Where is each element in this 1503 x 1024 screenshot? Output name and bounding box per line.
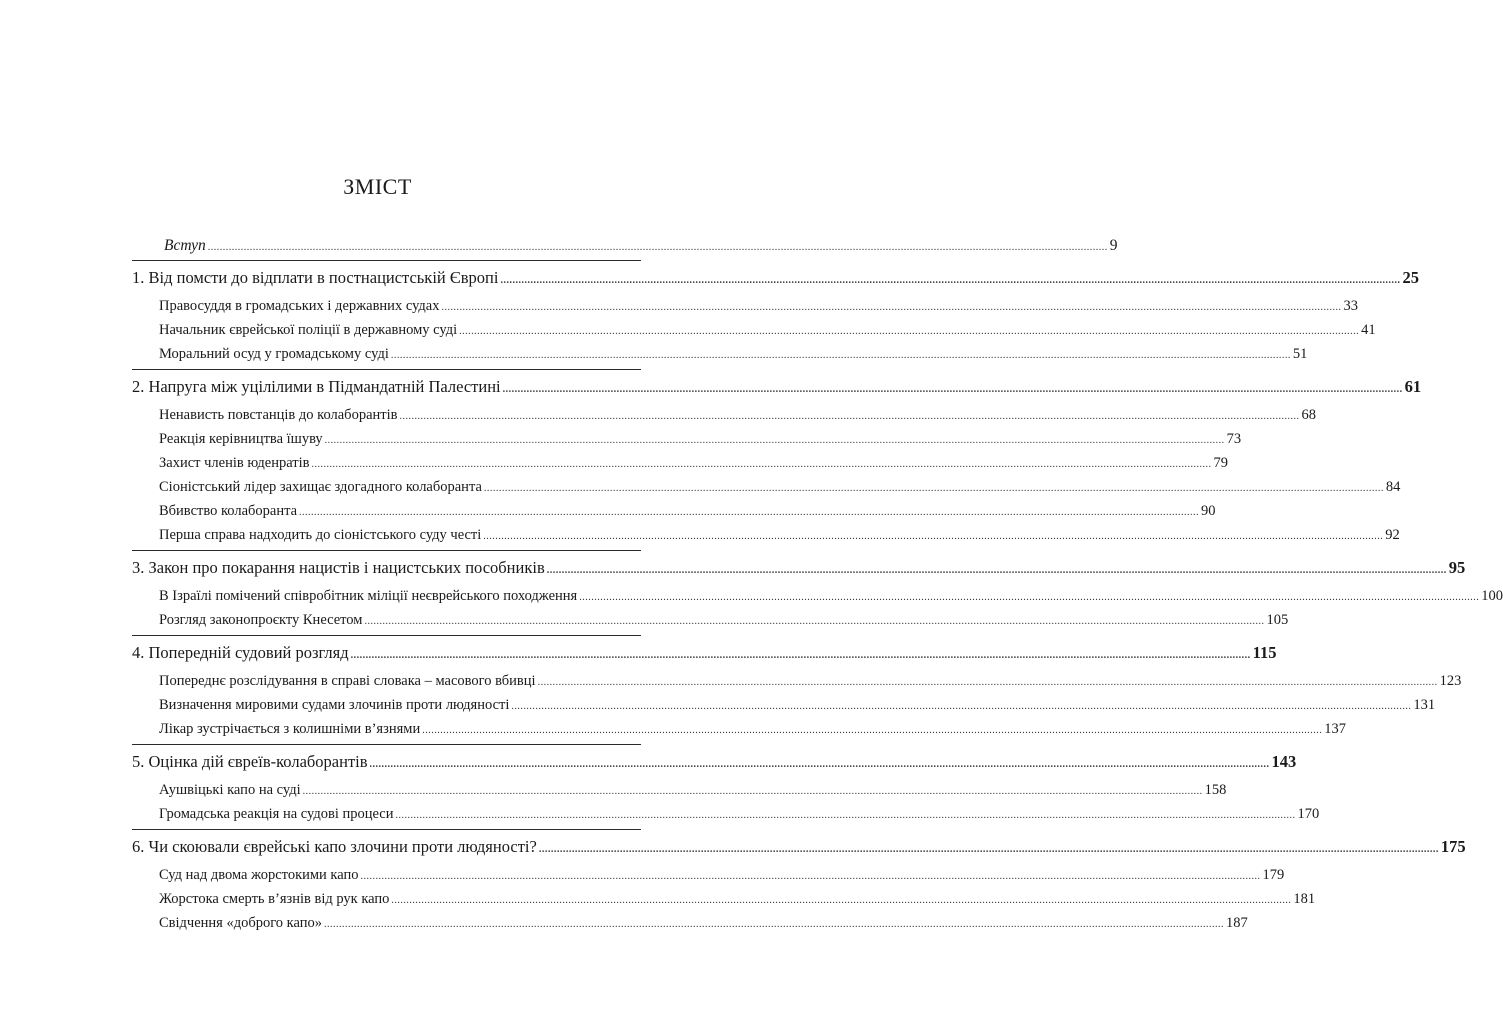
toc-chapter-entry[interactable]: [132, 830, 1466, 863]
toc-page-number: 79: [1213, 455, 1229, 471]
toc-entry-label: Захист членів юденратів: [159, 455, 310, 471]
toc-entry-label: Громадська реакція на судові процеси: [159, 806, 394, 822]
toc-entry-intro[interactable]: [132, 232, 1118, 260]
dot-leader: ............................................................................................................................................................................................................................................................................................................: [369, 759, 1270, 770]
toc-page-number: 175: [1440, 837, 1466, 856]
dot-leader: ............................................................................................................................................................................................................................................................................................................: [459, 326, 1360, 337]
toc-chapter-entry[interactable]: [132, 551, 1466, 584]
toc-section-entry[interactable]: [132, 887, 1316, 911]
toc-page-number: 115: [1252, 643, 1277, 662]
toc-section-entry[interactable]: [132, 523, 1400, 547]
dot-leader: ............................................................................................................................................................................................................................................................................................................: [537, 677, 1438, 688]
toc-page-number: 187: [1226, 915, 1248, 931]
toc-page-number: 170: [1297, 806, 1320, 822]
toc-entry-label: Перша справа надходить до сіоністського суду честі: [159, 527, 482, 543]
chapter-block: [132, 550, 1503, 632]
dot-leader: ............................................................................................................................................................................................................................................................................................................: [350, 650, 1251, 661]
toc-entry-label: 2. Напруга між уцілілими в Підмандатній Палестині: [132, 377, 501, 396]
toc-page-number: 25: [1402, 268, 1419, 287]
toc-page-number: 123: [1439, 673, 1462, 689]
toc-page-number: 90: [1201, 503, 1216, 519]
toc-page-number: 68: [1301, 407, 1316, 423]
toc-page-number: 100: [1481, 588, 1503, 604]
toc-chapter-entry[interactable]: [132, 636, 1277, 669]
toc-chapter-entry[interactable]: [132, 370, 1422, 403]
toc-page-number: 95: [1448, 558, 1466, 577]
toc-entry-label: Вбивство колаборанта: [159, 503, 298, 519]
toc-entry-label: 6. Чи скоювали єврейські капо злочини проти людяності?: [132, 837, 537, 856]
toc-section-entry[interactable]: [132, 475, 1401, 499]
toc-page-number: 84: [1385, 479, 1401, 495]
toc-page-number: 181: [1293, 891, 1316, 907]
dot-leader: ............................................................................................................................................................................................................................................................................................................: [579, 592, 1480, 603]
chapter-block: [132, 829, 1466, 935]
dot-leader: ............................................................................................................................................................................................................................................................................................................: [399, 411, 1300, 422]
toc-entry-label: Попереднє розслідування в справі словака – масового вбивці: [159, 673, 536, 689]
toc-section-entry[interactable]: [132, 778, 1227, 802]
toc-page-number: 131: [1413, 697, 1436, 713]
chapter-block: [132, 635, 1462, 741]
toc-entry-label: Лікар зустрічається з колишніми в’язнями: [159, 721, 421, 737]
toc-page-number: 137: [1324, 721, 1346, 737]
toc-chapter-entry[interactable]: [132, 745, 1297, 778]
toc-entry-label: Реакція керівництва їшуву: [159, 431, 323, 447]
toc-section-entry[interactable]: [132, 608, 1289, 632]
toc-entry-label: Ненависть повстанців до колаборантів: [159, 407, 398, 423]
toc-section-entry[interactable]: [132, 669, 1462, 693]
dot-leader: ............................................................................................................................................................................................................................................................................................................: [390, 350, 1291, 361]
toc-section-entry[interactable]: [132, 499, 1216, 523]
toc-section-entry[interactable]: [132, 911, 1248, 935]
toc-entry-label: Жорстока смерть в’язнів від рук капо: [159, 891, 390, 907]
chapter-block: [132, 369, 1422, 547]
dot-leader: ............................................................................................................................................................................................................................................................................................................: [207, 242, 1108, 253]
toc-entry-label: Сіоністський лідер захищає здогадного колаборанта: [159, 479, 482, 495]
dot-leader: ............................................................................................................................................................................................................................................................................................................: [360, 871, 1261, 882]
dot-leader: ............................................................................................................................................................................................................................................................................................................: [546, 565, 1447, 576]
toc-entry-label: В Ізраїлі помічений співробітник міліції неєврейського походження: [159, 588, 578, 604]
toc-entry-label: 1. Від помсти до відплати в постнацистській Європі: [132, 268, 499, 287]
chapter-block: [132, 260, 1419, 366]
toc-page-number: 92: [1385, 527, 1400, 543]
toc-section-entry[interactable]: [132, 693, 1436, 717]
table-of-contents: [132, 232, 1503, 938]
toc-section-entry[interactable]: [132, 802, 1320, 826]
toc-entry-label: Начальник єврейської поліції в державному суді: [159, 322, 458, 338]
dot-leader: ............................................................................................................................................................................................................................................................................................................: [511, 701, 1412, 712]
dot-leader: ............................................................................................................................................................................................................................................................................................................: [441, 302, 1342, 313]
dot-leader: ............................................................................................................................................................................................................................................................................................................: [302, 786, 1203, 797]
toc-entry-label: Аушвіцькі капо на суді: [159, 782, 301, 798]
toc-page-number: 158: [1204, 782, 1227, 798]
toc-chapter-entry[interactable]: [132, 261, 1419, 294]
toc-page-number: 33: [1343, 298, 1358, 314]
toc-entry-label: Свідчення «доброго капо»: [159, 915, 323, 931]
dot-leader: ............................................................................................................................................................................................................................................................................................................: [538, 844, 1439, 855]
toc-section-entry[interactable]: [132, 427, 1242, 451]
toc-page-number: 105: [1266, 612, 1289, 628]
toc-entry-label: 4. Попередній судовий розгляд: [132, 643, 349, 662]
page-title: ЗМІСТ: [343, 174, 412, 199]
toc-section-entry[interactable]: [132, 318, 1376, 342]
dot-leader: ............................................................................................................................................................................................................................................................................................................: [364, 616, 1265, 627]
toc-section-entry[interactable]: [132, 584, 1503, 608]
toc-page-number: 143: [1271, 752, 1297, 771]
dot-leader: ............................................................................................................................................................................................................................................................................................................: [324, 435, 1225, 446]
toc-page-number: 9: [1109, 237, 1118, 254]
dot-leader: ............................................................................................................................................................................................................................................................................................................: [502, 384, 1403, 395]
dot-leader: ............................................................................................................................................................................................................................................................................................................: [483, 483, 1384, 494]
toc-entry-label: Вступ: [164, 237, 206, 254]
dot-leader: ............................................................................................................................................................................................................................................................................................................: [395, 810, 1296, 821]
toc-section-entry[interactable]: [132, 294, 1358, 318]
toc-page-number: 179: [1262, 867, 1285, 883]
dot-leader: ............................................................................................................................................................................................................................................................................................................: [500, 275, 1401, 286]
toc-entry-label: 5. Оцінка дій євреїв-колаборантів: [132, 752, 368, 771]
toc-entry-label: Визначення мировими судами злочинів проти людяності: [159, 697, 510, 713]
chapter-block: [132, 744, 1320, 826]
dot-leader: ............................................................................................................................................................................................................................................................................................................: [391, 895, 1292, 906]
dot-leader: ............................................................................................................................................................................................................................................................................................................: [324, 919, 1225, 930]
toc-section-entry[interactable]: [132, 342, 1308, 366]
toc-page-number: 73: [1226, 431, 1242, 447]
toc-entry-label: Правосуддя в громадських і державних судах: [159, 298, 440, 314]
toc-section-entry[interactable]: [132, 717, 1346, 741]
toc-entry-label: 3. Закон про покарання нацистів і нацистських пособників: [132, 558, 545, 577]
toc-page-number: 51: [1292, 346, 1308, 362]
toc-entry-label: Суд над двома жорстокими капо: [159, 867, 359, 883]
dot-leader: ............................................................................................................................................................................................................................................................................................................: [299, 507, 1200, 518]
toc-section-entry[interactable]: [132, 403, 1316, 427]
toc-page-number: 41: [1361, 322, 1376, 338]
toc-page-number: 61: [1404, 377, 1422, 396]
dot-leader: ............................................................................................................................................................................................................................................................................................................: [422, 725, 1323, 736]
chapter-list: [132, 260, 1503, 935]
toc-entry-label: Моральний осуд у громадському суді: [159, 346, 389, 362]
dot-leader: ............................................................................................................................................................................................................................................................................................................: [311, 459, 1212, 470]
dot-leader: ............................................................................................................................................................................................................................................................................................................: [483, 531, 1384, 542]
toc-section-entry[interactable]: [132, 863, 1285, 887]
toc-section-entry[interactable]: [132, 451, 1229, 475]
toc-entry-label: Розгляд законопроєкту Кнесетом: [159, 612, 363, 628]
